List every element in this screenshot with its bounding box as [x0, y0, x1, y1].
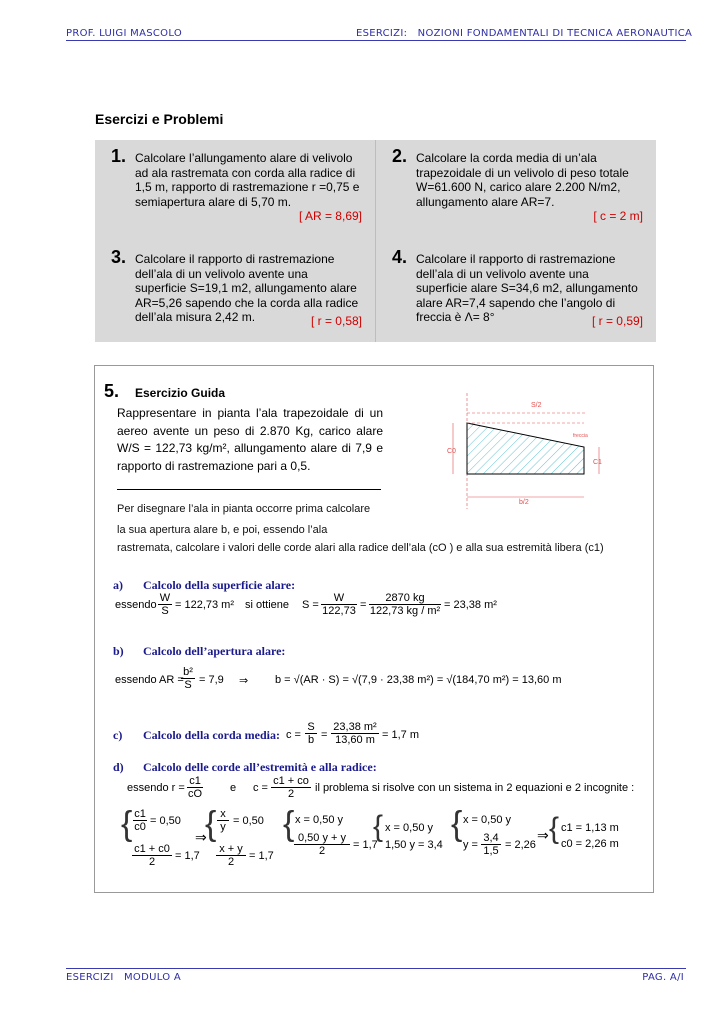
eq-d-pre: essendo r = [127, 782, 185, 794]
denominator: 1,5 [483, 845, 499, 857]
numerator: c1 [134, 808, 146, 820]
eq-d-e: e [230, 782, 237, 794]
numerator: c1 + co [271, 775, 311, 788]
problem-line: dell’ala di un velivolo avente una [135, 266, 308, 281]
page-header [66, 28, 693, 40]
label-b2: b/2 [519, 499, 529, 506]
problem-line: AR=5,26 sapendo che la corda alla radice [135, 295, 359, 310]
problem-line: allungamento alare AR=7. [416, 194, 555, 209]
eq-d-text: il problema si risolve con un sistema in 2 equazioni e 2 incognite : [315, 782, 635, 794]
problem-line: W=61.600 N, carico alare 2.200 N/m2, [416, 180, 621, 194]
frac-w-s [158, 592, 172, 617]
frac-sys1a [133, 808, 147, 833]
eq-c-lhs: c = [286, 729, 301, 741]
eq-c-eq: = [321, 729, 328, 741]
step-label: b) [113, 644, 124, 658]
denominator: y [220, 821, 226, 833]
step-title: Calcolo della superficie alare: [143, 578, 296, 592]
header-subject: ESERCIZI: NOZIONI FONDAMENTALI DI TECNICA AERONAUTICA [356, 28, 693, 39]
sys5b-pre: y = [463, 839, 478, 851]
problem-line: freccia è Λ= 8° [416, 310, 495, 324]
denominator: 2 [287, 788, 295, 800]
frac-sys2a [217, 808, 229, 833]
implies-arrow-icon: ⇒ [195, 829, 207, 845]
problem-answer: [ AR = 8,69] [298, 209, 362, 223]
numerator: W [321, 592, 357, 605]
step-title: Calcolo dell’apertura alare: [143, 644, 286, 658]
problem-line: superficie S=19,1 m2, allungamento alare [135, 281, 357, 295]
guide-number: 5. [104, 381, 120, 401]
denominator: 122,73 kg / m² [369, 605, 441, 617]
problem-number: 1. [111, 146, 127, 166]
guide-title: Esercizio Guida [135, 386, 226, 400]
problem-line: ad ala rastremata con corda alla radice di [135, 165, 356, 180]
header-author: PROF. LUIGI MASCOLO [66, 28, 183, 39]
eq-a-eq: = [360, 599, 367, 611]
problem-number: 4. [392, 247, 408, 267]
problem-line: dell’ala di un velivolo avente una [416, 266, 589, 281]
eq-a-pre: essendo [115, 599, 157, 611]
frac-c1-co [187, 775, 203, 800]
eq-a-result: = 23,38 m² [444, 599, 497, 611]
step-label: d) [113, 760, 124, 774]
numerator: c1 + c0 [132, 843, 172, 856]
problems-grid [95, 140, 656, 342]
eq-b-pre: essendo AR = [115, 674, 184, 686]
eq-b-arrow: ⇒ [239, 675, 249, 687]
problem-line: Calcolare l’allungamento alare di velivolo [135, 151, 353, 165]
frac-s-b [305, 721, 317, 746]
problem-answer: [ c = 2 m] [593, 209, 643, 223]
step-title: Calcolo della corda media: [143, 728, 280, 742]
brace-icon: { [373, 810, 384, 843]
problem-line: Calcolare il rapporto di rastremazione [416, 252, 616, 266]
eq-b-rest: b = √(AR · S) = √(7,9 · 23,38 m²) = √(184,70 m²) = 13,60 m [275, 674, 562, 686]
denominator: 2 [227, 856, 235, 868]
problem-line: Calcolare il rapporto di rastremazione [135, 252, 335, 266]
problem-3 [95, 241, 375, 342]
implies-arrow-icon: ⇒ [537, 827, 549, 843]
problem-line: semiapertura alare di 5,70 m. [135, 194, 292, 209]
sys1b-value: = 1,7 [175, 850, 200, 862]
numerator: 3,4 [481, 832, 501, 845]
footer-module: ESERCIZI MODULO A [66, 972, 182, 983]
denominator: 13,60 m [335, 734, 375, 746]
brace-icon: { [451, 805, 463, 843]
problem-line: superficie alare S=34,6 m2, allungamento [416, 281, 638, 295]
step-label: a) [113, 578, 123, 592]
problem-line: Calcolare la corda media di un’ala [416, 151, 597, 165]
numerator: c1 [187, 775, 203, 788]
result-c0: c0 = 2,26 m [561, 838, 619, 850]
eq-d-c: c = [253, 782, 268, 794]
guide-paragraph-1: Per disegnare l’ala in pianta occorre prima calcolare [117, 503, 371, 515]
frac-w-val [321, 592, 357, 617]
numerator: b² [181, 666, 195, 679]
problem-text [416, 151, 644, 209]
problem-1 [95, 140, 375, 241]
footer-rule [66, 968, 686, 969]
problem-4 [376, 241, 656, 342]
frac-kg [369, 592, 441, 617]
problem-number: 2. [392, 146, 408, 166]
problem-answer: [ r = 0,58] [310, 314, 362, 328]
problem-line: alare AR=7,4 sapendo che l’angolo di [416, 295, 616, 310]
guided-exercise [94, 365, 654, 893]
numerator: x + y [216, 843, 246, 856]
step-title: Calcolo delle corde all’estremità e alla radice: [143, 760, 377, 774]
numerator: 23,38 m² [331, 721, 379, 734]
denominator: b [307, 734, 315, 746]
frac-sys3b [294, 832, 350, 857]
result-c1: c1 = 1,13 m [561, 822, 619, 834]
denominator: S [161, 605, 169, 617]
denominator: 2 [148, 856, 156, 868]
label-s2: S/2 [531, 402, 542, 409]
eq-a-mid: si ottiene [245, 599, 290, 611]
label-arrow: freccia [573, 433, 588, 439]
step-label: c) [113, 728, 123, 742]
denominator: S [184, 679, 192, 691]
denominator: 122,73 [322, 605, 356, 617]
problem-line: 1,5 m, rapporto di rastremazione r =0,75 e [135, 180, 360, 194]
problem-answer: [ r = 0,59] [591, 314, 643, 328]
page-footer [66, 972, 686, 984]
guide-separator [117, 489, 381, 490]
problem-line: trapezoidale di un velivolo di peso totale [416, 165, 629, 180]
sys1a-value: = 0,50 [150, 815, 181, 827]
frac-avg [271, 775, 311, 800]
numerator: 0,50 y + y [294, 832, 350, 845]
sys2b-value: = 1,7 [249, 850, 274, 862]
frac-sys5b [481, 832, 501, 857]
eq-a-value: = 122,73 m² [175, 599, 235, 611]
eq-c-result: = 1,7 m [382, 729, 419, 741]
sys5a: x = 0,50 y [463, 814, 512, 826]
guide-paragraph-3: rastremata, calcolare i valori delle corde alari alla radice dell’ala (cO ) e alla sua estremità libera (c1) [117, 542, 604, 554]
label-c0: C0 [447, 448, 456, 455]
sys2a-value: = 0,50 [233, 815, 264, 827]
denominator: c0 [134, 821, 146, 833]
problem-number: 3. [111, 247, 127, 267]
label-c1: C1 [593, 459, 602, 466]
frac-c-val [331, 721, 379, 746]
footer-page: PAG. A/I [642, 972, 684, 983]
denominator: cO [187, 788, 203, 800]
eq-a-s: S = [302, 599, 319, 611]
header-rule [66, 40, 686, 41]
numerator: x [217, 808, 229, 821]
problem-line: dell’ala misura 2,42 m. [135, 310, 256, 324]
problem-2 [376, 140, 656, 241]
numerator: S [305, 721, 317, 734]
wing-plan-diagram [447, 391, 607, 511]
brace-icon: { [283, 805, 295, 843]
frac-b2-s [181, 666, 195, 691]
section-title: Esercizi e Problemi [95, 111, 224, 127]
brace-icon: { [549, 812, 560, 845]
brace-icon: { [205, 805, 217, 843]
sys3a: x = 0,50 y [295, 814, 344, 826]
sys4a: x = 0,50 y [385, 822, 434, 834]
brace-icon: { [121, 805, 133, 843]
wing-hatch [467, 423, 584, 474]
numerator: W [159, 592, 171, 604]
eq-b-value: = 7,9 [199, 674, 224, 686]
denominator: 2 [318, 845, 326, 857]
sys5b-value: = 2,26 [505, 839, 536, 851]
frac-sys2b [216, 843, 246, 868]
numerator: 2870 kg [369, 592, 441, 605]
frac-sys1b [132, 843, 172, 868]
guide-statement: Rappresentare in pianta l’ala trapezoidale di un aereo avente un peso di 2.870 Kg, carico alare W/S = 122,73 kg/m², allungamento alare di 7,9 e rapporto di rastremazione pari a 0,5. [117, 406, 383, 473]
guide-paragraph-2: la sua apertura alare b, e poi, essendo l’ala [117, 524, 328, 536]
sys4b: 1,50 y = 3,4 [385, 839, 443, 851]
sys3b-value: = 1,7 [353, 839, 378, 851]
problem-text [135, 151, 363, 209]
